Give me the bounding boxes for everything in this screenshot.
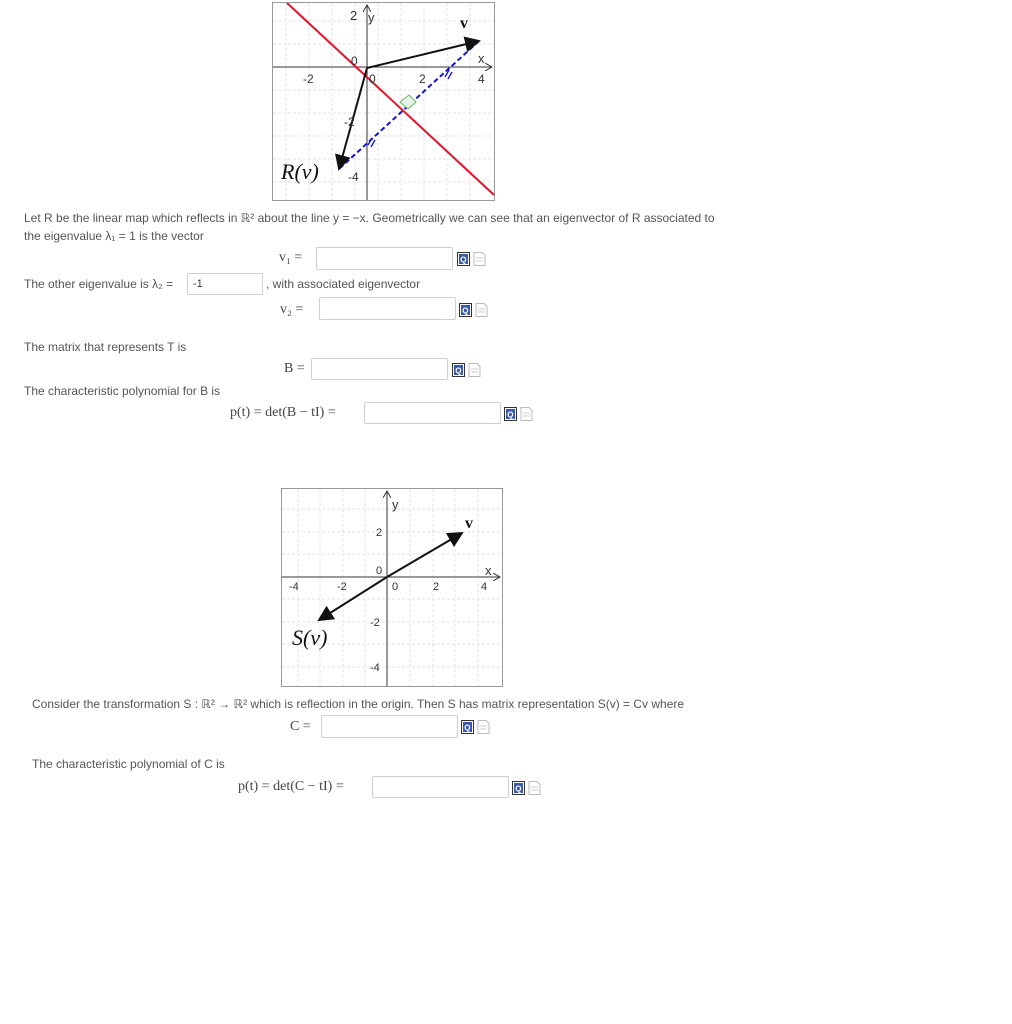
help-document-icon[interactable] bbox=[468, 363, 481, 377]
tick-y-top: 2 bbox=[350, 8, 358, 23]
right-angle-marker bbox=[400, 95, 416, 109]
with-eigenvector-text: , with associated eigenvector bbox=[266, 277, 421, 291]
vector-v-arrow bbox=[367, 41, 479, 68]
svg-text:Q: Q bbox=[462, 306, 469, 316]
tick-neg-y2: -2 bbox=[344, 115, 355, 129]
matrix-represents-text: The matrix that represents T is bbox=[24, 340, 187, 354]
preview-matrix-icon[interactable] bbox=[512, 781, 525, 795]
reflection-graph-svg bbox=[273, 3, 494, 200]
C-label: C = bbox=[290, 719, 311, 734]
vector-v-label: v bbox=[460, 15, 468, 32]
tick-zero-y: 0 bbox=[376, 565, 383, 577]
v2-label: v₂ = bbox=[280, 302, 304, 317]
help-document-icon[interactable] bbox=[520, 407, 533, 421]
x-axis-label: x bbox=[485, 563, 492, 578]
preview-matrix-icon[interactable] bbox=[452, 363, 465, 377]
tick-pos-x2: 2 bbox=[419, 72, 426, 86]
tick-pos-y2: 2 bbox=[376, 527, 383, 539]
lambda2-input[interactable] bbox=[187, 273, 263, 295]
preview-matrix-icon[interactable] bbox=[461, 720, 474, 734]
svg-text:Q: Q bbox=[507, 410, 514, 420]
help-document-icon[interactable] bbox=[477, 720, 490, 734]
svg-text:Q: Q bbox=[460, 255, 467, 265]
char-poly-C-text: The characteristic polynomial of C is bbox=[32, 757, 225, 771]
v1-label: v₁ = bbox=[279, 250, 303, 265]
pC-input[interactable] bbox=[372, 776, 509, 798]
origin-reflection-graph-svg bbox=[282, 489, 502, 686]
svg-text:Q: Q bbox=[455, 366, 462, 376]
v1-input[interactable] bbox=[316, 247, 453, 270]
tick-neg-y2: -2 bbox=[370, 617, 380, 629]
origin-reflection-graph bbox=[281, 488, 503, 687]
tick-origin-left: 0 bbox=[351, 54, 358, 68]
tick-neg-y4: -4 bbox=[348, 170, 359, 184]
svg-text:Q: Q bbox=[464, 723, 471, 733]
help-document-icon[interactable] bbox=[473, 252, 486, 266]
B-label: B = bbox=[284, 361, 305, 376]
tick-neg-y4: -4 bbox=[370, 662, 380, 674]
tick-neg-x2: -2 bbox=[303, 72, 314, 86]
help-document-icon[interactable] bbox=[528, 781, 541, 795]
B-input[interactable] bbox=[311, 358, 448, 380]
vector-v-label: v bbox=[465, 515, 473, 532]
tick-zero-x: 0 bbox=[392, 581, 399, 593]
tick-neg-x4: -4 bbox=[289, 581, 299, 593]
pB-input[interactable] bbox=[364, 402, 501, 424]
tick-pos-x2: 2 bbox=[433, 581, 440, 593]
tick-origin-right: 0 bbox=[369, 72, 376, 86]
C-input[interactable] bbox=[321, 715, 458, 738]
help-document-icon[interactable] bbox=[475, 303, 488, 317]
intro-line-2: the eigenvalue λ₁ = 1 is the vector bbox=[24, 229, 204, 243]
svg-text:Q: Q bbox=[515, 784, 522, 794]
intro-line-1: Let R be the linear map which reflects in ℝ² about the line y = −x. Geometrically we can see that an eigenvector of R associated to bbox=[24, 211, 715, 225]
y-axis-label: y bbox=[392, 497, 399, 512]
preview-matrix-icon[interactable] bbox=[459, 303, 472, 317]
pB-label: p(t) = det(B − tI) = bbox=[230, 405, 336, 420]
vector-v-arrow bbox=[387, 533, 462, 577]
tick-mark-hash-2 bbox=[368, 138, 375, 147]
tick-pos-x4: 4 bbox=[481, 581, 488, 593]
tick-neg-x2: -2 bbox=[337, 581, 347, 593]
other-eigenvalue-text: The other eigenvalue is λ₂ = bbox=[24, 277, 174, 291]
char-poly-B-text: The characteristic polynomial for B is bbox=[24, 384, 221, 398]
pC-label: p(t) = det(C − tI) = bbox=[238, 779, 344, 794]
x-axis-label: x bbox=[478, 51, 485, 66]
reflection-graph bbox=[272, 2, 495, 201]
y-axis-label: y bbox=[368, 10, 375, 25]
tick-pos-x4: 4 bbox=[478, 72, 485, 86]
preview-matrix-icon[interactable] bbox=[457, 252, 470, 266]
preview-matrix-icon[interactable] bbox=[504, 407, 517, 421]
v2-input[interactable] bbox=[319, 297, 456, 320]
image-vector-label: R(v) bbox=[281, 159, 319, 184]
consider-text: Consider the transformation S : ℝ² → ℝ² which is reflection in the origin. Then S has matrix representation S(v) = Cv where bbox=[32, 697, 685, 711]
image-vector-label: S(v) bbox=[292, 625, 328, 650]
